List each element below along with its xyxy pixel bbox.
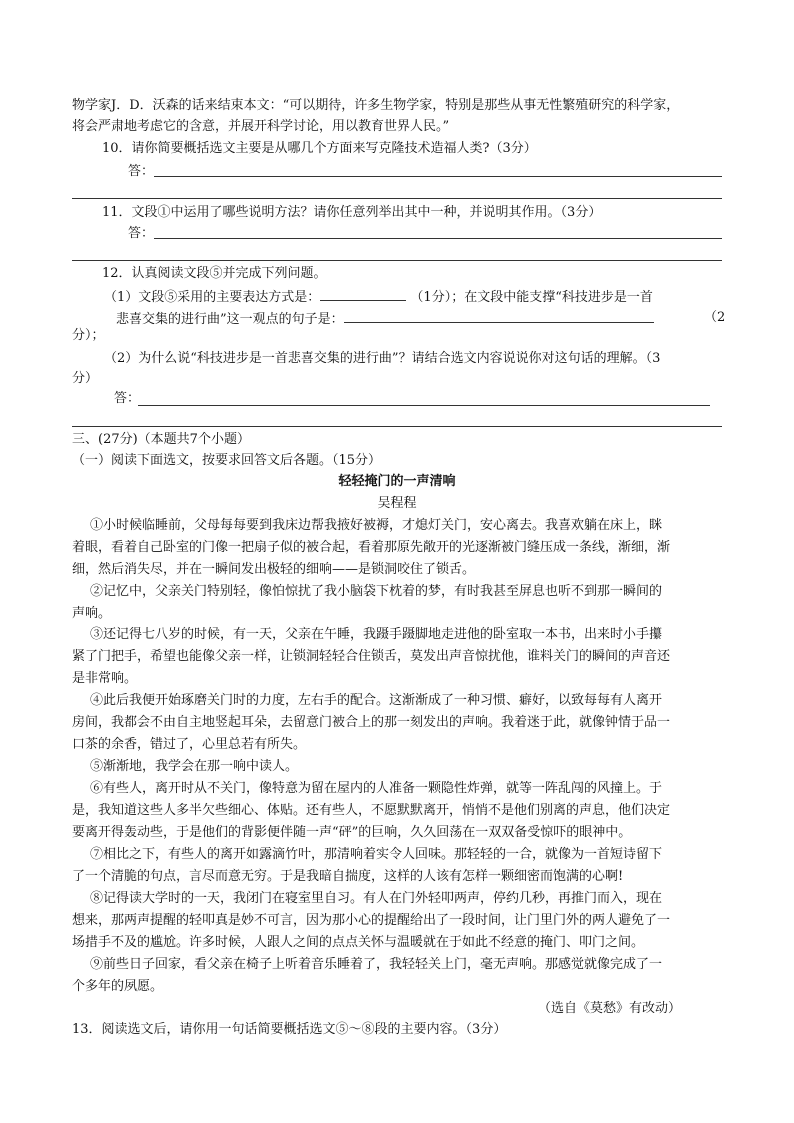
- intro-line-1: 物学家J．D．沃森的话来结束本文：“可以期待，许多生物学家，特别是那些从事无性繁殖研究的科学家，: [72, 98, 680, 113]
- article-line: 声响。: [72, 606, 112, 621]
- article-line: ①小时候临睡前，父母每每要到我床边帮我掖好被褥，才熄灯关门，安心离去。我喜欢躺在床上，眯: [90, 518, 663, 533]
- answer-label-q10: 答：: [128, 164, 155, 179]
- q12-blank-sentence[interactable]: [344, 308, 654, 323]
- answer-line-q12[interactable]: [138, 405, 710, 406]
- article-line: 场措手不及的尴尬。许多时候，人跟人之间的点点关怀与温暖就在于如此不经意的掩门、叩门之间。: [72, 935, 645, 950]
- article-line: ⑦相比之下，有些人的离开如露滴竹叶，那清响着实令人回味。那轻轻的一合，就像为一首短诗留下: [90, 847, 663, 862]
- answer-label-q11: 答：: [128, 226, 155, 241]
- article-line: ⑥有些人，离开时从不关门，像特意为留在屋内的人准备一颗隐性炸弹，就等一阵乱闯的风撞上。于: [90, 781, 663, 796]
- article-line: 要离开得轰动些，于是他们的背影便伴随一声“砰”的巨响，久久回荡在一双双备受惊吓的眼神中。: [72, 825, 632, 840]
- article-line: ④此后我便开始琢磨关门时的力度，左右手的配合。这渐渐成了一种习惯、癖好，以致每每有人离开: [90, 693, 663, 708]
- q12-part1-prefix: （1）文段⑤采用的主要表达方式是：: [104, 290, 321, 305]
- q12-part1-score: （2: [704, 310, 726, 325]
- article-line: 细，然后消失尽，并在一瞬间发出极轻的细响——是锁洞咬住了锁舌。: [72, 562, 476, 577]
- article-line: 紧了门把手，希望也能像父亲一样，让锁洞轻轻合住锁舌，莫发出声音惊扰他，谁料关门的瞬间的声音还: [72, 649, 671, 664]
- question-10: 10．请你简要概括选文主要是从哪几个方面来写克隆技术造福人类?（3分）: [102, 141, 537, 156]
- article-line: 是非常响。: [72, 671, 138, 686]
- section-subheading: （一）阅读下面选文，按要求回答文后各题。（15分）: [72, 453, 382, 468]
- intro-line-2: 将会严肃地考虑它的含意，并展开科学讨论，用以教育世界人民。”: [72, 119, 450, 134]
- q12-part1-line1: [104, 286, 653, 308]
- answer-line-q12-2[interactable]: [72, 426, 722, 427]
- article-line: ②记忆中，父亲关门特别轻，像怕惊扰了我小脑袋下枕着的梦，有时我甚至屏息也听不到那一瞬间的: [90, 584, 663, 599]
- question-13: 13．阅读选文后，请你用一句话简要概括选文⑤～⑧段的主要内容。（3分）: [72, 1022, 507, 1037]
- q12-part2: （2）为什么说“科技进步是一首悲喜交集的进行曲”？请结合选文内容说说你对这句话的理解。（3: [104, 351, 661, 366]
- article-line: ⑨前些日子回家，看父亲在椅子上听着音乐睡着了，我轻轻关上门，毫无声响。那感觉就像完成了一: [90, 957, 663, 972]
- answer-label-q12: 答：: [114, 391, 141, 406]
- article-line: ⑧记得读大学时的一天，我闭门在寝室里自习。有人在门外轻叩两声，停约几秒，再推门而入，现在: [90, 891, 663, 906]
- article-author: 吴程程: [377, 496, 417, 511]
- answer-line-q10[interactable]: [154, 176, 722, 177]
- article-line: ⑤渐渐地，我学会在那一响中读人。: [90, 759, 299, 774]
- article-title: 轻轻掩门的一声清响: [338, 474, 456, 489]
- q12-part1-sentence-prompt: 悲喜交集的进行曲”这一观点的句子是：: [116, 312, 344, 327]
- question-11: 11．文段①中运用了哪些说明方法？请你任意列举出其中一种，并说明其作用。（3分）: [102, 205, 602, 220]
- q12-part1-line2: [116, 308, 654, 330]
- answer-line-q11-2[interactable]: [72, 260, 722, 261]
- article-line: 是，我知道这些人多半欠些细心、体贴。还有些人，不愿默默离开，悄悄不是他们别离的声息，他们决定: [72, 803, 671, 818]
- question-12: 12．认真阅读文段⑤并完成下列问题。: [102, 266, 327, 281]
- q12-part2-score-end: 分）: [72, 371, 99, 386]
- article-line: 了一个清脆的句点，言尽而意无穷。于是我暗自揣度，这样的人该有怎样一颗细密而饱满的心啊!: [72, 869, 624, 884]
- answer-line-q11[interactable]: [154, 238, 722, 239]
- article-line: 口茶的余香，错过了，心里总若有所失。: [72, 737, 307, 752]
- article-line: 房间，我都会不由自主地竖起耳朵，去留意门被合上的那一刻发出的声响。我着迷于此，就像钟情于品一: [72, 715, 671, 730]
- q12-part1-score-end: 分）；: [72, 328, 105, 343]
- q12-blank-expression[interactable]: [320, 286, 406, 301]
- article-line: 着眼，看着自己卧室的门像一把扇子似的被合起，看着那原先敞开的光逐渐被门缝压成一条线，渐细，渐: [72, 540, 671, 555]
- article-line: 想来，那两声提醒的轻叩真是妙不可言，因为那小心的提醒给出了一段时间，让门里门外的两人避免了一: [72, 913, 671, 928]
- section-heading: 三、(27分)（本题共7个小题）: [72, 432, 250, 447]
- article-line: 个多年的夙愿。: [72, 979, 164, 994]
- answer-line-q10-2[interactable]: [72, 198, 722, 199]
- article-source: （选自《莫愁》有改动）: [538, 1001, 682, 1016]
- article-line: ③还记得七八岁的时候，有一天，父亲在午睡，我蹑手蹑脚地走进他的卧室取一本书，出来时小手攥: [90, 627, 663, 642]
- q12-part1-suffix: （1分）；在文段中能支撑“科技进步是一首: [410, 290, 653, 305]
